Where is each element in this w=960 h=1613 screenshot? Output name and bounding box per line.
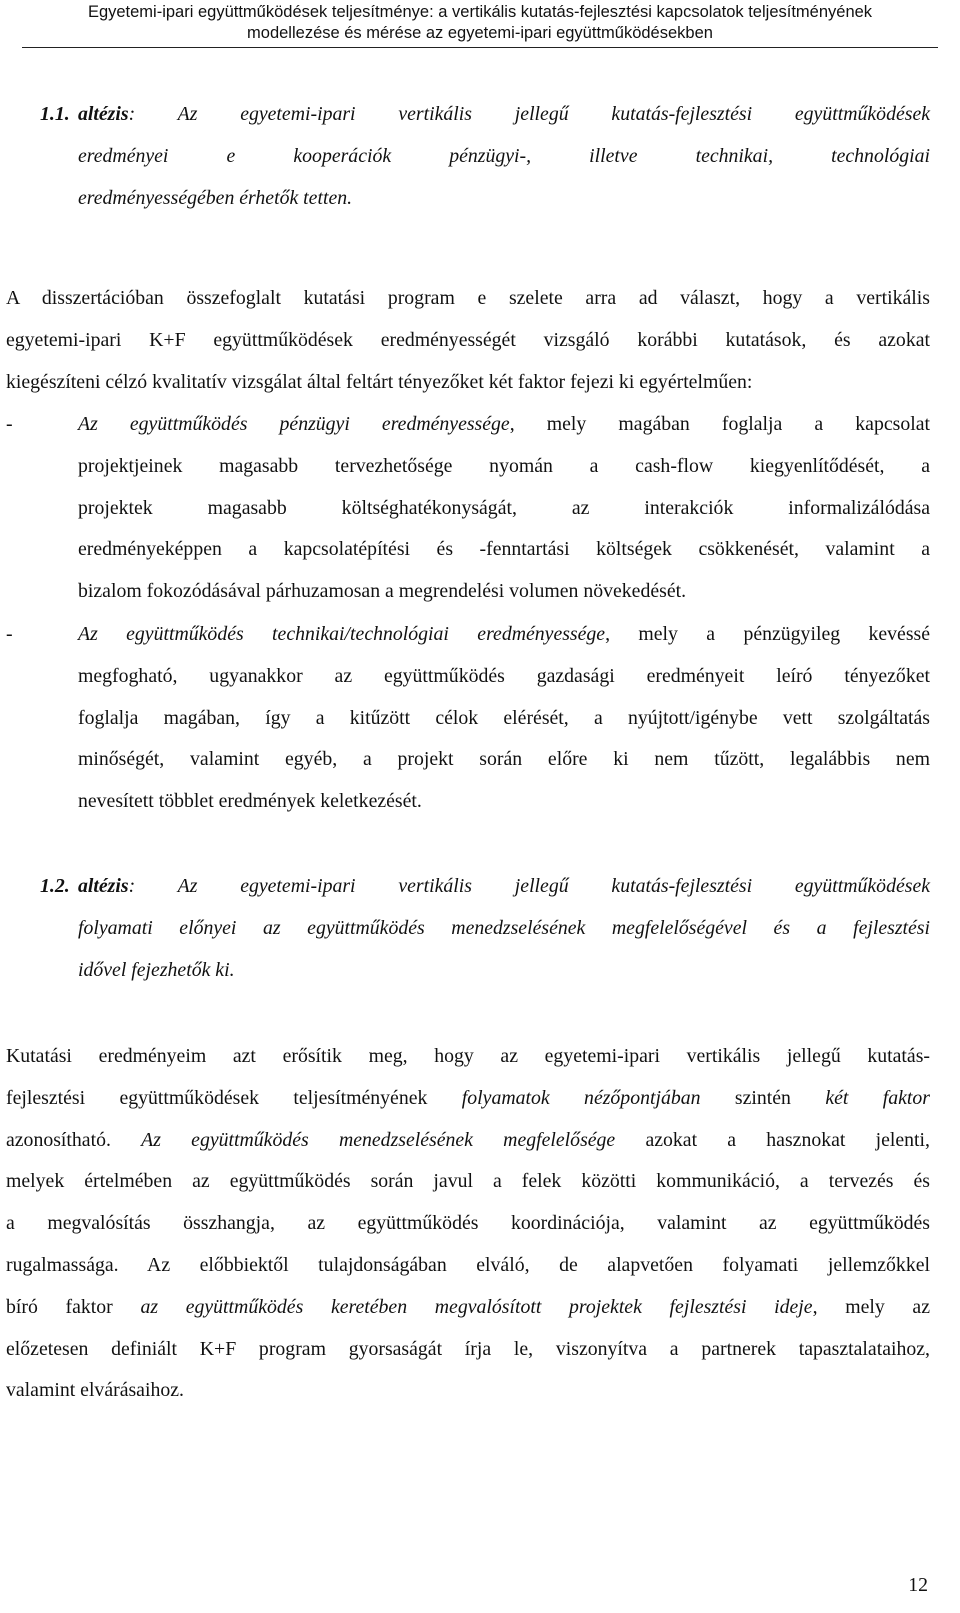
thesis-keyword: altézis [78,103,129,125]
paragraph-line: kiegészíteni célzó kvalitatív vizsgálat által feltárt tényezőket két faktor fejezi ki egyértelműen: [6,370,753,393]
emphasis: két faktor [825,1086,931,1109]
paragraph-line: azonosítható. Az együttműködés menedzselésének megfelelősége azokat a hasznokat jelenti, [6,1128,930,1151]
thesis-statement [78,866,930,991]
thesis-number: 1.1. [40,103,70,125]
thesis-line: eredményességében érhetők tetten. [78,186,353,209]
paragraph-line: a megvalósítás összhangja, az együttműködés koordinációja, valamint az együttműködés [6,1212,930,1235]
paragraph-intro [6,278,930,403]
page-number: 12 [908,1574,928,1596]
thesis-line: altézis: Az egyetemi-ipari vertikális jellegű kutatás-fejlesztési együttműködések [78,103,930,125]
bullet-dash: - [6,623,13,645]
paragraph-line: A disszertációban összefoglalt kutatási program e szelete arra ad választ, hogy a vertikális [6,287,930,309]
paragraph-process [6,1036,930,1412]
bullet-line: megfogható, ugyanakkor az együttműködés gazdasági eredményeit leíró tényezőket [78,664,930,687]
bullet-emphasis: Az együttműködés pénzügyi eredményessége [78,413,510,435]
paragraph-line: Kutatási eredményeim azt erősítik meg, hogy az egyetemi-ipari vertikális jellegű kutatás- [6,1045,930,1067]
bullet-line: Az együttműködés pénzügyi eredményessége, mely magában foglalja a kapcsolat [78,413,930,435]
bullet-line: projektek magasabb költséghatékonyságát, az interakciók informalizálódása [78,496,930,519]
emphasis: folyamatok nézőpontjában [461,1086,701,1109]
paragraph-line: bíró faktor az együttműködés keretében megvalósított projektek fejlesztési ideje, mely az [6,1295,930,1318]
bullet-emphasis: Az együttműködés technikai/technológiai eredményessége [78,623,606,645]
bullet-line: projektjeinek magasabb tervezhetősége nyomán a cash-flow kiegyenlítődését, a [78,454,930,477]
thesis-line: idővel fejezhetők ki. [78,958,235,981]
thesis-1-1 [40,94,930,219]
running-header-line-1: Egyetemi-ipari együttműködések teljesítménye: a vertikális kutatás-fejlesztési kapcsolatok teljesítményének [87,3,873,21]
paragraph-line: előzetesen definiált K+F program gyorsaságát írja le, viszonyítva a partnerek tapasztalataihoz, [6,1337,930,1360]
thesis-line: altézis: Az egyetemi-ipari vertikális jellegű kutatás-fejlesztési együttműködések [78,875,930,897]
bullet-dash: - [6,413,13,435]
paragraph-line: melyek értelmében az együttműködés során javul a felek közötti kommunikáció, a tervezés és [6,1170,930,1193]
paragraph-line: valamint elvárásaihoz. [6,1379,184,1402]
running-header-line-2: modellezése és mérése az egyetemi-ipari együttműködésekben [247,24,713,42]
thesis-keyword: altézis [78,875,129,897]
thesis-line: folyamati előnyei az együttműködés menedzselésének megfelelőségével és a fejlesztési [78,916,930,939]
emphasis: Az együttműködés menedzselésének megfelelősége [141,1128,616,1151]
bullet-line: eredményeképpen a kapcsolatépítési és -fenntartási költségek csökkenését, valamint a [78,538,930,561]
bullet-technical [6,614,930,823]
thesis-number: 1.2. [40,875,70,897]
thesis-line: eredményei e kooperációk pénzügyi-, illetve technikai, technológiai [78,144,930,167]
paragraph-line: fejlesztési együttműködések teljesítményének folyamatok nézőpontjában szintén két faktor [6,1086,931,1109]
bullet-line: Az együttműködés technikai/technológiai eredményessége, mely a pénzügyileg kevéssé [78,623,930,645]
bullet-financial [6,404,930,613]
thesis-1-2 [40,866,930,991]
emphasis: az együttműködés keretében megvalósított projektek fejlesztési ideje [140,1295,813,1318]
paragraph-line: rugalmassága. Az előbbiektől tulajdonságában elváló, de alapvetően folyamati jellemzőkkel [6,1253,930,1276]
bullet-line: foglalja magában, így a kitűzött célok elérését, a nyújtott/igénybe vett szolgáltatás [78,706,930,729]
bullet-line: minőségét, valamint egyéb, a projekt során előre ki nem tűzött, legalábbis nem [78,748,930,771]
bullet-content [78,404,930,613]
running-header [22,0,938,48]
bullet-content [78,614,930,823]
thesis-statement [78,94,930,219]
paragraph-line: egyetemi-ipari K+F együttműködések eredményességét vizsgáló korábbi kutatások, és azokat [6,328,930,351]
bullet-line: bizalom fokozódásával párhuzamosan a megrendelési volumen növekedését. [78,580,687,603]
bullet-line: nevesített többlet eredmények keletkezését. [78,790,422,813]
